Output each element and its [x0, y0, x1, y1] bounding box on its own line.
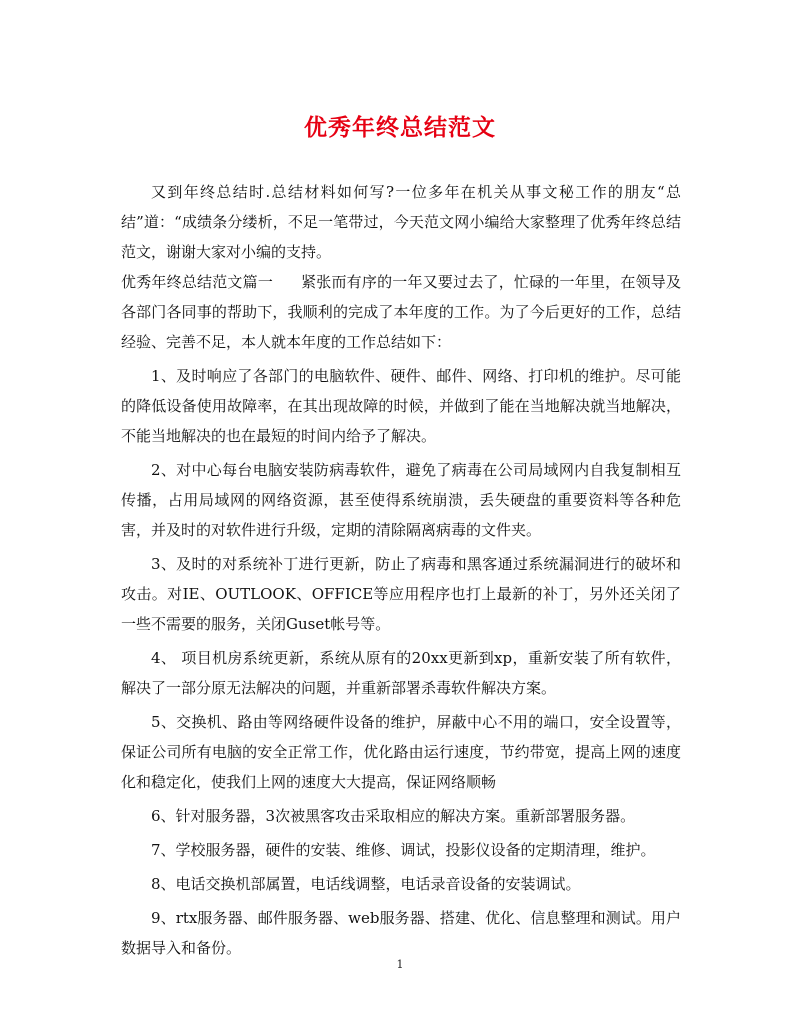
- section-lead-text: 紧张而有序的一年又要过去了，忙碌的一年里，在领导及各部门各同事的帮助下，我顺利的完成了本年度的工作。为了今后更好的工作，总结经验、完善不足，本人就本年度的工作总结如下：: [121, 273, 681, 351]
- page-number: 1: [396, 958, 404, 971]
- list-item-6: 6、针对服务器，3次被黑客攻击采取相应的解决方案。重新部署服务器。: [151, 807, 636, 825]
- list-item-5: 5、交换机、路由等网络硬件设备的维护，屏蔽中心不用的端口，安全设置等，保证公司所有电脑的安全正常工作，优化路由运行速度，节约带宽，提高上网的速度化和稳定化，使我们上网的速度大大提高，保证网络顺畅: [121, 713, 681, 791]
- intro-paragraph: 又到年终总结时.总结材料如何写?一位多年在机关从事文秘工作的朋友“总结”道：“成绩条分缕析，不足一笔带过，今天范文网小编给大家整理了优秀年终总结范文，谢谢大家对小编的支持。: [121, 183, 681, 261]
- document-body: [121, 177, 681, 963]
- section-lead-paragraph: [121, 267, 681, 357]
- list-item-4: 4、 项目机房系统更新，系统从原有的20xx更新到xp，重新安装了所有软件，解决了一部分原无法解决的问题，并重新部署杀毒软件解决方案。: [121, 649, 681, 697]
- document-title: 优秀年终总结范文: [304, 114, 496, 141]
- list-item-8: 8、电话交换机部属置，电话线调整，电话录音设备的安装调试。: [151, 875, 581, 893]
- list-item-9: 9、rtx服务器、邮件服务器、web服务器、搭建、优化、信息整理和测试。用户数据导入和备份。: [121, 909, 681, 957]
- list-item-2: 2、对中心每台电脑安装防病毒软件，避免了病毒在公司局域网内自我复制相互传播，占用局域网的网络资源，甚至使得系统崩溃，丢失硬盘的重要资料等各种危害，并及时的对软件进行升级，定期的清除隔离病毒的文件夹。: [121, 461, 681, 539]
- list-item-1: 1、及时响应了各部门的电脑软件、硬件、邮件、网络、打印机的维护。尽可能的降低设备使用故障率，在其出现故障的时候，并做到了能在当地解决就当地解决，不能当地解决的也在最短的时间内给予了解决。: [121, 367, 681, 445]
- list-item-7: 7、学校服务器，硬件的安装、维修、调试，投影仪设备的定期清理，维护。: [151, 841, 656, 859]
- section-heading: 优秀年终总结范文篇一: [121, 273, 274, 291]
- list-item-3: 3、及时的对系统补丁进行更新，防止了病毒和黑客通过系统漏洞进行的破坏和攻击。对IE、OUTLOOK、OFFICE等应用程序也打上最新的补丁，另外还关闭了一些不需要的服务，关闭Guset帐号等。: [121, 555, 681, 633]
